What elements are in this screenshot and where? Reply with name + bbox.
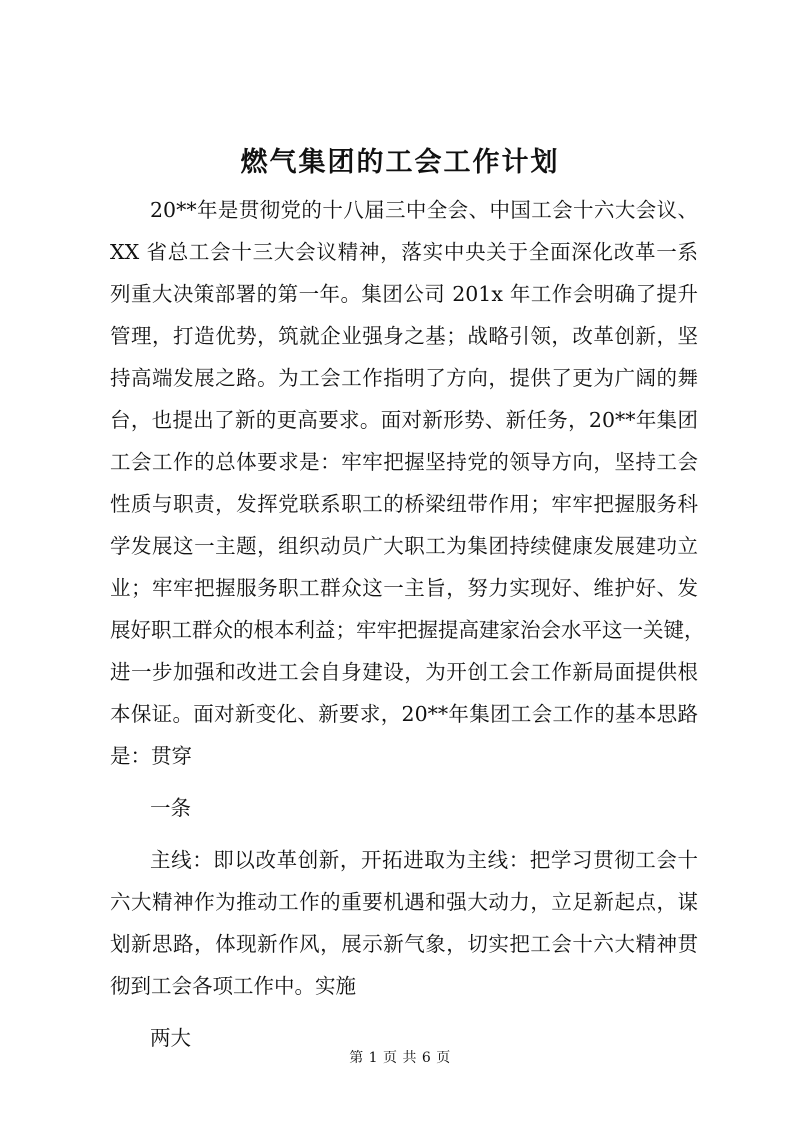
text-line: 主线：即以改革创新，开拓进取为主线：把学习贯彻工会十 [150,848,698,872]
text-line: 本保证。面对新变化、新要求，20**年集团工会工作的基本思路 [110,702,698,726]
text-line: 彻到工会各项工作中。实施 [110,974,356,998]
text-line: 台，也提出了新的更高要求。面对新形势、新任务，20**年集团 [110,408,698,432]
text-line: 两大 [150,1026,191,1050]
text-line: XX 省总工会十三大会议精神，落实中央关于全面深化改革一系 [110,240,698,264]
text-line: 六大精神作为推动工作的重要机遇和强大动力，立足新起点，谋 [110,890,698,914]
text-line: 进一步加强和改进工会自身建设，为开创工会工作新局面提供根 [110,660,698,684]
text-line: 展好职工群众的根本利益；牢牢把握提高建家治会水平这一关键， [110,618,705,642]
text-line: 工会工作的总体要求是：牢牢把握坚持党的领导方向，坚持工会 [110,450,698,474]
text-line: 一条 [150,796,191,820]
text-line: 学发展这一主题，组织动员广大职工为集团持续健康发展建功立 [110,534,698,558]
text-line: 性质与职责，发挥党联系职工的桥梁纽带作用；牢牢把握服务科 [110,492,698,516]
text-line: 划新思路，体现新作风，展示新气象，切实把工会十六大精神贯 [110,932,698,956]
document-title: 燃气集团的工会工作计划 [240,147,560,178]
text-line: 列重大决策部署的第一年。集团公司 201x 年工作会明确了提升 [110,282,698,306]
text-line: 管理，打造优势，筑就企业强身之基；战略引领，改革创新，坚 [110,324,698,348]
text-line: 是：贯穿 [110,744,192,768]
page-number: 第 1 页 共 6 页 [349,1050,451,1066]
text-line: 20**年是贯彻党的十八届三中全会、中国工会十六大会议、 [150,198,698,222]
text-line: 业；牢牢把握服务职工群众这一主旨，努力实现好、维护好、发 [110,576,698,600]
text-line: 持高端发展之路。为工会工作指明了方向，提供了更为广阔的舞 [110,366,698,390]
